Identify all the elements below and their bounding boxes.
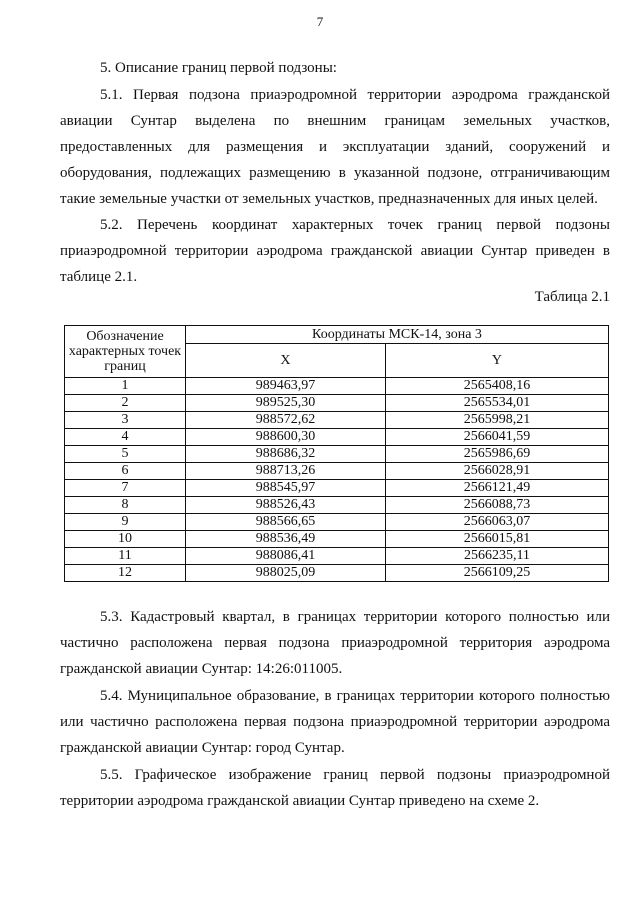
table-row <box>65 463 609 480</box>
y-cell: 2565986,69 <box>385 446 608 463</box>
page-number: 7 <box>316 14 324 29</box>
paragraph-5-5-text: 5.5. Графическое изображение границ первой подзоны приаэродромной территории аэродрома гражданской авиации Сунтар приведено на схеме 2. <box>60 767 610 809</box>
table-row <box>65 548 609 565</box>
table-row <box>65 480 609 497</box>
y-cell: 2565998,21 <box>385 412 608 429</box>
x-column-header: X <box>186 344 386 378</box>
y-cell: 2565534,01 <box>385 395 608 412</box>
point-cell: 10 <box>65 531 186 548</box>
y-cell: 2566109,25 <box>385 565 608 582</box>
paragraph-5-4 <box>60 683 610 761</box>
coords-column-header: Координаты МСК-14, зона 3 <box>186 326 609 344</box>
x-cell: 988566,65 <box>186 514 386 531</box>
point-cell: 9 <box>65 514 186 531</box>
point-cell: 2 <box>65 395 186 412</box>
paragraph-5-1 <box>60 82 610 212</box>
points-column-header: Обозначение характерных точек границ <box>65 326 186 378</box>
x-cell: 988025,09 <box>186 565 386 582</box>
point-cell: 11 <box>65 548 186 565</box>
paragraph-5-2 <box>60 212 610 290</box>
coordinates-table-body <box>65 378 609 582</box>
x-cell: 988572,62 <box>186 412 386 429</box>
paragraph-5-3 <box>60 604 610 682</box>
y-cell: 2566063,07 <box>385 514 608 531</box>
x-cell: 988600,30 <box>186 429 386 446</box>
x-cell: 989525,30 <box>186 395 386 412</box>
y-cell: 2566235,11 <box>385 548 608 565</box>
table-row <box>65 514 609 531</box>
point-cell: 4 <box>65 429 186 446</box>
x-cell: 988526,43 <box>186 497 386 514</box>
y-column-header: Y <box>385 344 608 378</box>
table-row <box>65 531 609 548</box>
y-cell: 2566015,81 <box>385 531 608 548</box>
point-cell: 6 <box>65 463 186 480</box>
y-cell: 2565408,16 <box>385 378 608 395</box>
point-cell: 8 <box>65 497 186 514</box>
y-cell: 2566041,59 <box>385 429 608 446</box>
x-cell: 988686,32 <box>186 446 386 463</box>
table-row <box>65 446 609 463</box>
point-cell: 3 <box>65 412 186 429</box>
y-cell: 2566028,91 <box>385 463 608 480</box>
paragraph-5-2-text: 5.2. Перечень координат характерных точек границ первой подзоны приаэродромной территории аэродрома гражданской авиации Сунтар приведен в таблице 2.1. <box>60 217 610 285</box>
table-row <box>65 378 609 395</box>
x-cell: 989463,97 <box>186 378 386 395</box>
paragraph-5-1-text: 5.1. Первая подзона приаэродромной территории аэродрома гражданской авиации Сунтар выделена по внешним границам земельных участков, предоставленных для размещения и эксплуатации зданий, сооружений и оборудования, подлежащих размещению в указанной подзоне, отграничивающим такие земельные участки от земельных участков, предназначенных для иных целей. <box>60 87 610 207</box>
table-row <box>65 395 609 412</box>
x-cell: 988713,26 <box>186 463 386 480</box>
y-cell: 2566121,49 <box>385 480 608 497</box>
section-heading <box>60 55 610 81</box>
point-cell: 7 <box>65 480 186 497</box>
point-cell: 12 <box>65 565 186 582</box>
paragraph-5-3-text: 5.3. Кадастровый квартал, в границах территории которого полностью или частично расположена первая подзона приаэродромной территория аэродрома гражданской авиации Сунтар: 14:26:011005. <box>60 609 610 677</box>
table-row <box>65 412 609 429</box>
section-heading-text: 5. Описание границ первой подзоны: <box>100 60 337 76</box>
x-cell: 988536,49 <box>186 531 386 548</box>
table-caption: Таблица 2.1 <box>534 289 610 305</box>
coordinates-table <box>64 325 609 582</box>
x-cell: 988545,97 <box>186 480 386 497</box>
table-row <box>65 497 609 514</box>
point-cell: 5 <box>65 446 186 463</box>
table-row <box>65 565 609 582</box>
table-row <box>65 429 609 446</box>
paragraph-5-5 <box>60 762 610 814</box>
point-cell: 1 <box>65 378 186 395</box>
paragraph-5-4-text: 5.4. Муниципальное образование, в границах территории которого полностью или частично расположена первая подзона приаэродромной территории аэродрома гражданской авиации Сунтар: город Сунтар. <box>60 688 610 756</box>
y-cell: 2566088,73 <box>385 497 608 514</box>
x-cell: 988086,41 <box>186 548 386 565</box>
